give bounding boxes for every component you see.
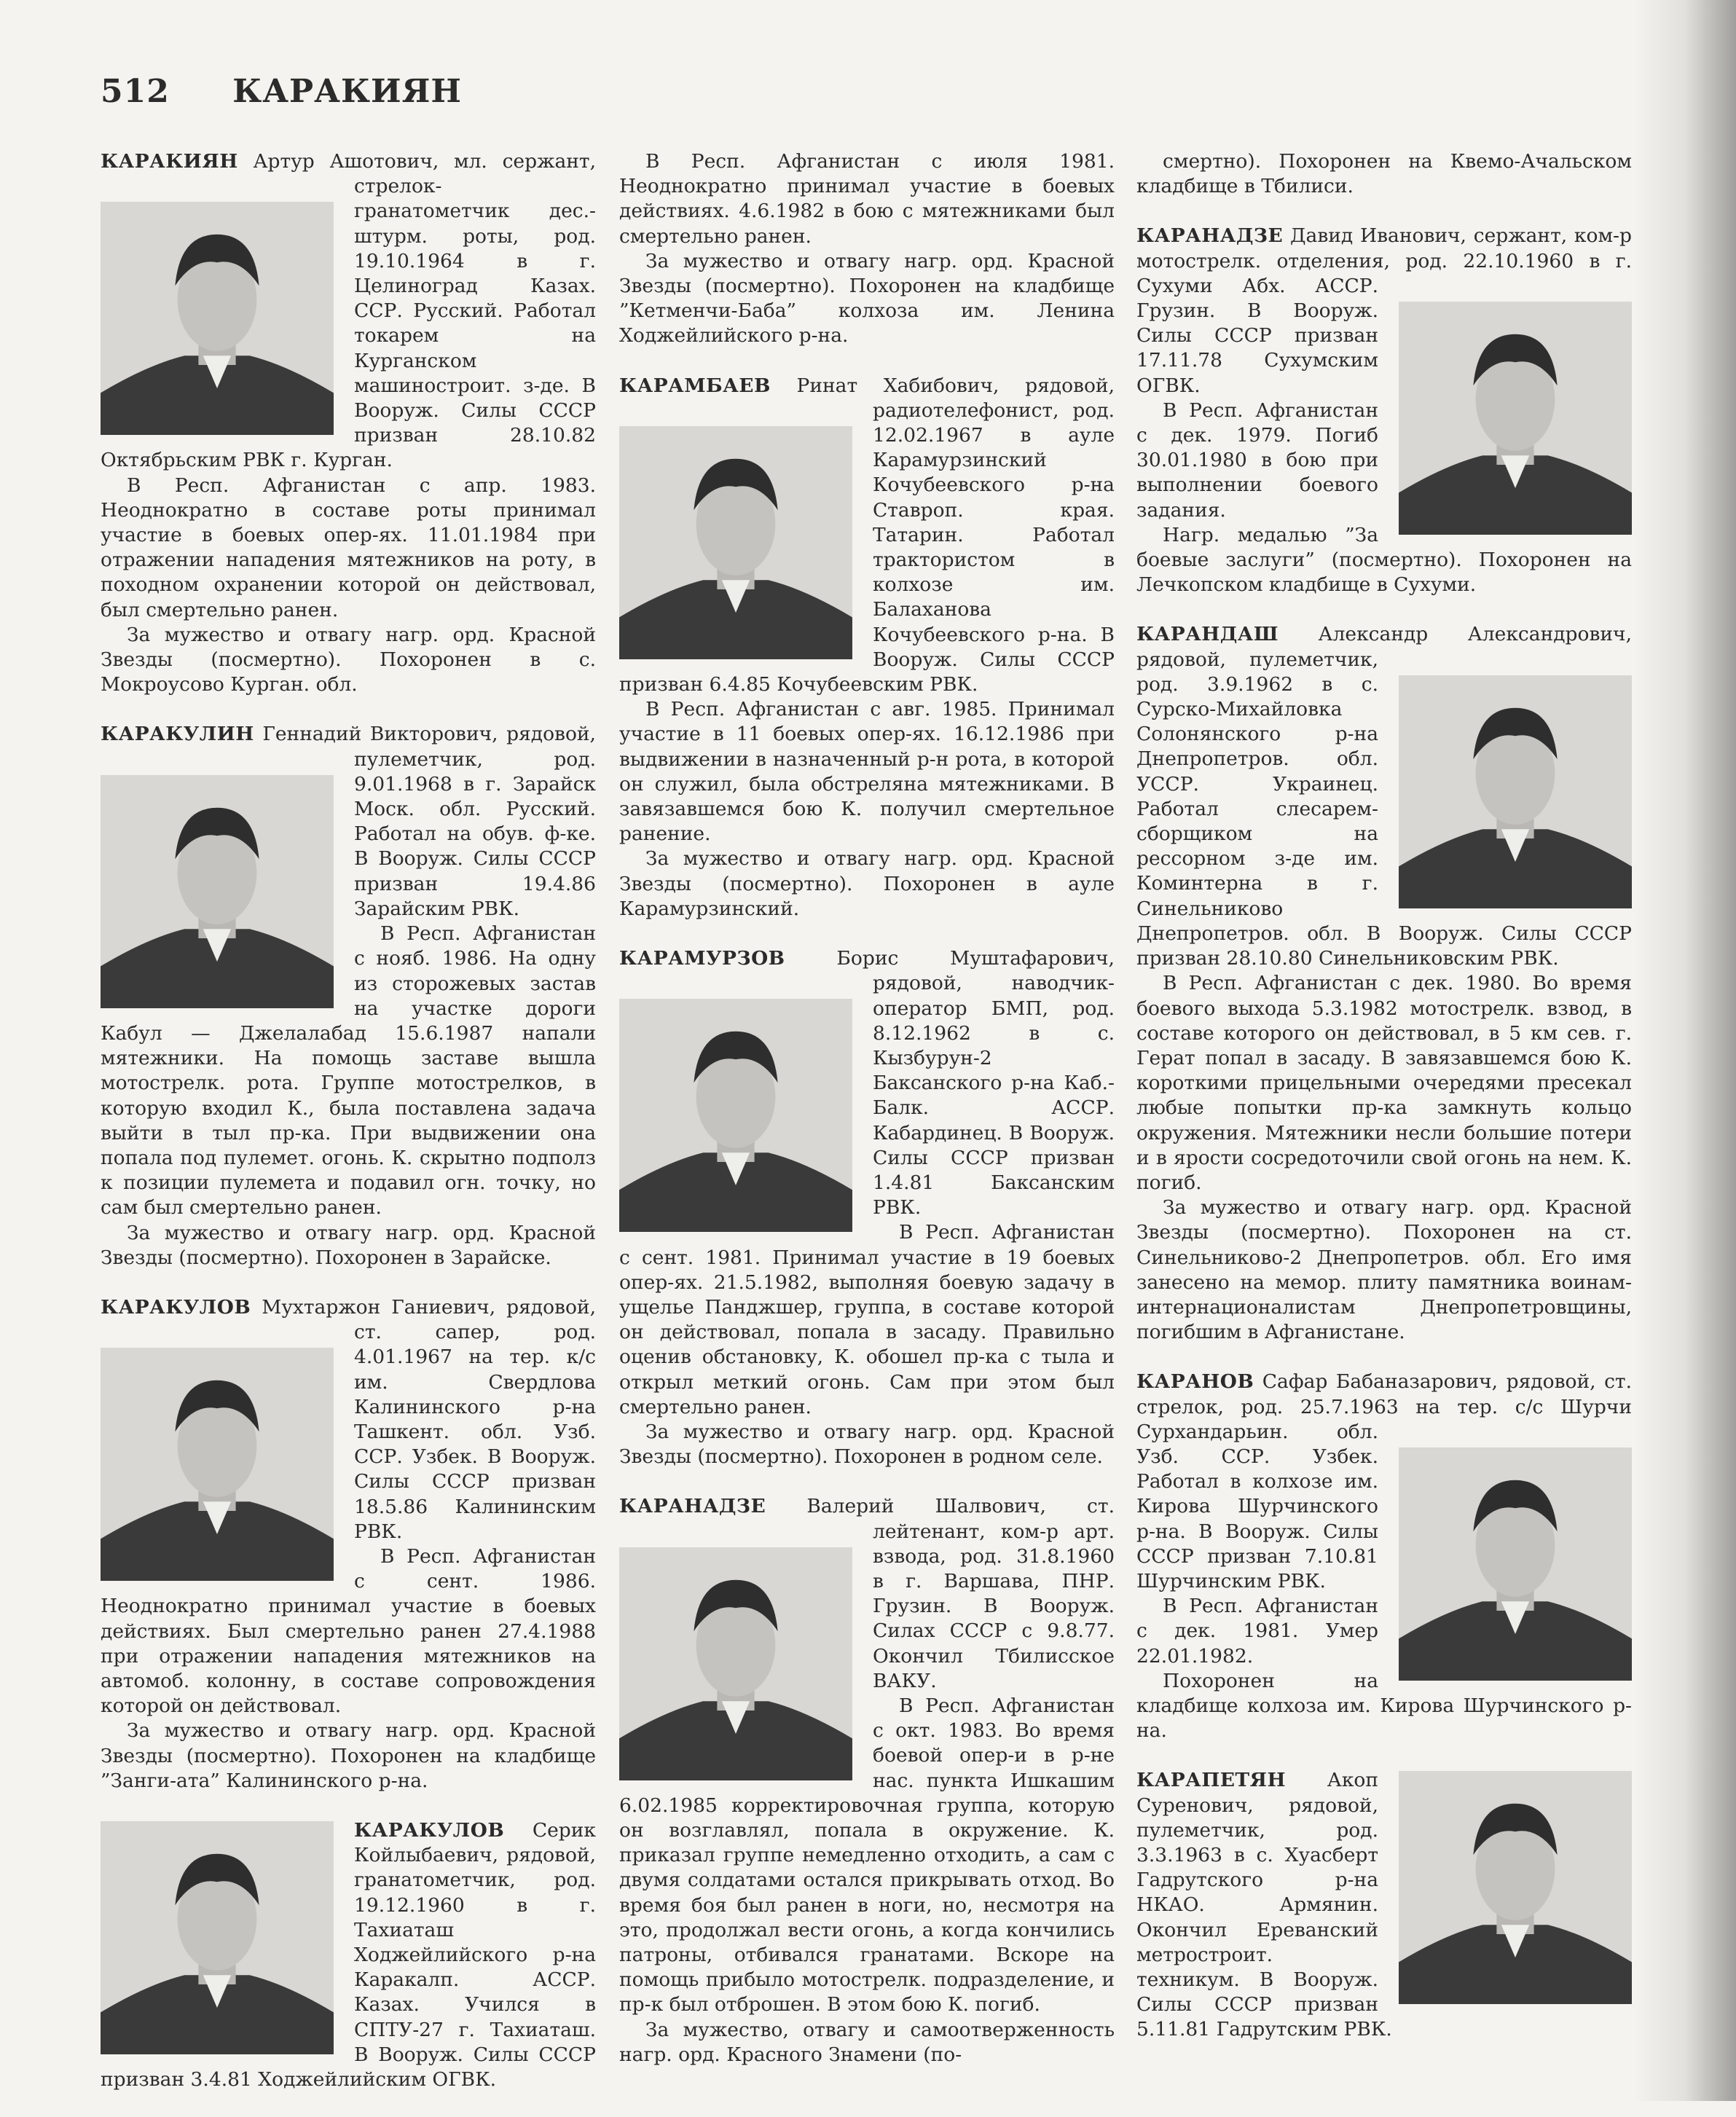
entry-surname: КАРАКУЛОВ (101, 1295, 251, 1319)
entry-intro: Мухтаржон Ганиевич, рядовой, ст. сапер, род. 4.01.1967 на тер. к/с им. Свердлова Калининского р-на Ташкент. обл. Узб. ССР. Узбек. В Вооруж. Силы СССР призван 18.5.86 Калининским РВК. (262, 1295, 596, 1543)
entry-text: За мужество и отвагу нагр. орд. Красной Звезды (посмертно). Похоронен в ауле Карамурзинский. (619, 847, 1115, 920)
running-head (101, 73, 462, 110)
entry-surname: КАРАНАДЗЕ (1136, 224, 1284, 248)
biography-entry (619, 1494, 1115, 2067)
entry-intro: Давид Иванович, сержант, ком-р мотострелк. отделения, род. 22.10.1960 в г. Сухуми Абх. АССР. Грузин. В Вооруж. Силы СССР призван 17.11.78 Сухумским ОГВК. (1136, 224, 1632, 397)
entry-intro: Артур Ашотович, мл. сержант, стрелок-гранатометчик дес.-штурм. роты, род. 19.10.1964 в г. Целиноград Казах. ССР. Русский. Работал токарем на Курганском машиностроит. з-де. В Вооруж. Силы СССР призван 28.10.82 Октябрьским РВК г. Курган. (101, 150, 596, 472)
biography-entry (619, 946, 1115, 1469)
entry-surname: КАРАМУРЗОВ (619, 947, 785, 970)
entry-intro: Сафар Бабаназарович, рядовой, ст. стрелок, род. 25.7.1963 на тер. с/с Шурчи Сурхандарьин. обл. Узб. ССР. Узбек. Работал в колхозе им. Кирова Шурчинского р-на. В Вооруж. Силы СССР призван 7.10.81 Шурчинским РВК. (1136, 1370, 1632, 1592)
portrait-photo (101, 1348, 334, 1581)
entry-paragraph (619, 2018, 1115, 2067)
entry-surname: КАРАНОВ (1136, 1370, 1254, 1394)
biography-entry (101, 149, 596, 697)
portrait-photo (619, 999, 852, 1232)
entry-intro: Борис Муштафарович, рядовой, наводчик-оператор БМП, род. 8.12.1962 в с. Кызбурун-2 Баксанского р-на Каб.-Балк. АССР. Кабардинец. В Вооруж. Силы СССР призван 1.4.81 Баксанским РВК. (836, 947, 1115, 1219)
entry-text: За мужество, отвагу и самоотверженность нагр. орд. Красного Знамени (по- (619, 2018, 1115, 2066)
entry-intro: Геннадий Викторович, рядовой, пулеметчик, род. 9.01.1968 в г. Зарайск Моск. обл. Русский. Работал на обув. ф-ке. В Вооруж. Силы СССР призван 19.4.86 Зарайским РВК. (262, 723, 596, 920)
biography-entry (101, 1818, 596, 2092)
portrait-photo (1399, 675, 1632, 908)
running-title: КАРАКИЯН (232, 73, 462, 110)
entry-continuation (1136, 149, 1632, 199)
entry-text: В Респ. Афганистан с окт. 1983. Во время боевой опер-и в р-не нас. пункта Ишкашим 6.02.1985 корректировочная группа, которую он возглавлял, попала в окружение. К. приказал группе немедленно отходить, а сам с двумя солдатами остался прикрывать отход. Во время боя был ранен в ноги, но, несмотря на это, продолжал вести огонь, а когда кончились патроны, отбивался гранатами. Вскоре на помощь прибыло мотострелк. подразделение, и пр-к был отброшен. В этом бою К. погиб. (619, 1694, 1115, 2016)
entry-paragraph: За мужество и отвагу нагр. орд. Красной Звезды (посмертно). Похоронен на кладбище ”Кетменчи-Баба” колхоза им. Ленина Ходжейлийского р-на. (619, 249, 1115, 347)
entry-text: За мужество и отвагу нагр. орд. Красной Звезды (посмертно). Похоронен в с. Мокроусово Курган. обл. (101, 623, 596, 696)
entry-surname: КАРАКИЯН (101, 150, 238, 173)
biography-entry (101, 722, 596, 1270)
biography-entry (1136, 622, 1632, 1345)
entry-paragraph (619, 1420, 1115, 1469)
portrait-photo (619, 426, 852, 659)
entry-paragraph: В Респ. Афганистан с июля 1981. Неоднократно принимал участие в боевых действиях. 4.6.1982 в бою с мятежниками был смертельно ранен. (619, 150, 1115, 248)
entry-surname: КАРАМБАЕВ (619, 374, 771, 397)
biography-entry (101, 1295, 596, 1794)
column-2 (619, 149, 1115, 2092)
entry-intro: Серик Койлыбаевич, рядовой, гранатометчик, род. 19.12.1960 в г. Тахиаташ Ходжейлийского р-на Каракалп. АССР. Казах. Учился в СПТУ-27 г. Тахиаташ. В Вооруж. Силы СССР призван 3.4.81 Ходжейлийским ОГВК. (101, 1819, 596, 2092)
entry-text: За мужество и отвагу нагр. орд. Красной Звезды (посмертно). Похоронен на кладбище ”Занги-ата” Калининского р-на. (101, 1719, 596, 1792)
entry-surname: КАРАКУЛОВ (354, 1819, 505, 1842)
entry-text: В Респ. Афганистан с дек. 1979. Погиб 30.01.1980 в бою при выполнении боевого задания. (1136, 398, 1378, 522)
entry-paragraph (1136, 971, 1632, 1195)
biography-entry (1136, 1768, 1632, 2042)
entry-paragraph (101, 1719, 596, 1794)
entry-paragraph (619, 1220, 1115, 1420)
entry-intro: Акоп Суренович, рядовой, пулеметчик, род. 3.3.1963 в с. Хуасберт Гадрутского р-на НКАО. Армянин. Окончил Ереванский метростроит. техникум. В Вооруж. Силы СССР призван 5.11.81 Гадрутским РВК. (1136, 1769, 1392, 2041)
entry-surname: КАРАПЕТЯН (1136, 1769, 1287, 1792)
page-gutter-shadow (1634, 0, 1736, 2101)
entry-intro: Александр Александрович, рядовой, пулеметчик, род. 3.9.1962 в с. Сурско-Михайловка Солонянского р-на Днепропетров. обл. УССР. Украинец. Работал слесарем-сборщиком на рессорном з-де им. Коминтерна в г. Синельниково Днепропетров. обл. В Вооруж. Силы СССР призван 28.10.80 Синельниковским РВК. (1136, 623, 1632, 970)
entry-surname: КАРАНДАШ (1136, 623, 1279, 646)
entry-paragraph: смертно). Похоронен на Квемо-Ачальском кладбище в Тбилиси. (1136, 150, 1632, 198)
portrait-photo (1399, 302, 1632, 535)
entry-paragraph (619, 847, 1115, 922)
entry-text: За мужество и отвагу нагр. орд. Красной Звезды (посмертно). Похоронен на ст. Синельниково-2 Днепропетров. обл. Его имя занесено на мемор. плиту памятника воинам-интернационалистам Днепропетровщины, погибшим в Афганистане. (1136, 1196, 1632, 1344)
column-1 (101, 149, 596, 2117)
entry-text: В Респ. Афганистан с апр. 1983. Неоднократно в составе роты принимал участие в боевых опер-ях. 11.01.1984 при отражении нападения мятежников на роту, в походном охранении которой он действовал, был смертельно ранен. (101, 474, 596, 621)
entry-text: В Респ. Афганистан с дек. 1980. Во время боевого выхода 5.3.1982 мотострелк. взвод, в составе которого он действовал, в 5 км сев. г. Герат попал в засаду. В завязавшемся бою К. короткими прицельными очередями пресекал любые попытки пр-ка замкнуть кольцо окружения. Мятежники несли большие потери и в ярости сосредоточили свой огонь на нем. К. погиб. (1136, 972, 1632, 1194)
biography-entry (1136, 224, 1632, 597)
entry-text: В Респ. Афганистан с сент. 1986. Неоднократно принимал участие в боевых действиях. Был смертельно ранен 27.4.1988 при отражении нападения мятежников на автомоб. колонну, в составе сопровождения которой он действовал. (101, 1544, 596, 1718)
entry-text: В Респ. Афганистан с сент. 1981. Принимал участие в 19 боевых опер-ях. 21.5.1982, выполняя боевую задачу в ущелье Панджшер, группа, в составе которой он действовал, попала в засаду. Правильно оценив обстановку, К. обошел пр-ка с тыла и открыл меткий огонь. Сам при этом был смертельно ранен. (619, 1221, 1115, 1418)
portrait-photo (101, 775, 334, 1008)
entry-paragraph (1136, 1195, 1632, 1345)
entry-intro: Валерий Шалвович, ст. лейтенант, ком-р арт. взвода, род. 31.8.1960 в г. Варшава, ПНР. Грузин. В Вооруж. Силах СССР с 9.8.77. Окончил Тбилисское ВАКУ. (806, 1495, 1115, 1692)
entry-text: Нагр. медалью ”За боевые заслуги” (посмертно). Похоронен на Лечкопском кладбище в Сухуми. (1136, 523, 1632, 597)
entry-continuation (619, 149, 1115, 349)
portrait-photo (1399, 1771, 1632, 2004)
entry-surname: КАРАНАДЗЕ (619, 1495, 766, 1518)
portrait-photo (101, 202, 334, 435)
entry-paragraph (101, 1221, 596, 1270)
entry-text: За мужество и отвагу нагр. орд. Красной Звезды (посмертно). Похоронен в родном селе. (619, 1420, 1115, 1469)
entry-surname: КАРАКУЛИН (101, 723, 254, 746)
portrait-photo (101, 1821, 334, 2054)
page-number: 512 (101, 73, 170, 110)
entry-paragraph (101, 623, 596, 698)
portrait-photo (1399, 1448, 1632, 1681)
entry-text: В Респ. Афганистан с дек. 1981. Умер 22.01.1982. (1136, 1595, 1378, 1668)
entry-paragraph (619, 697, 1115, 847)
entry-text: В Респ. Афганистан с нояб. 1986. На одну из сторожевых застав на участке дороги Кабул — Джелалабад 15.6.1987 напали мятежники. На помощь заставе вышла мотострелк. рота. Группе мотострелков, в которую входил К., была поставлена задача выйти в тыл пр-ка. При выдвижении она попала под пулемет. огонь. К. скрытно подполз к позиции пулемета и подавил огн. точку, но сам был смертельно ранен. (101, 922, 596, 1219)
entry-text: За мужество и отвагу нагр. орд. Красной Звезды (посмертно). Похоронен в Зарайске. (101, 1221, 596, 1269)
entry-intro: Ринат Хабибович, рядовой, радиотелефонист, род. 12.02.1967 в ауле Карамурзинский Кочубеевского р-на Ставроп. края. Татарин. Работал трактористом в колхозе им. Балаханова Кочубеевского р-на. В Вооруж. Силы СССР призван 6.4.85 Кочубеевским РВК. (619, 374, 1115, 696)
entry-text: Похоронен на кладбище колхоза им. Кирова Шурчинского р-на. (1136, 1669, 1632, 1743)
entry-paragraph (101, 474, 596, 623)
entry-text: В Респ. Афганистан с авг. 1985. Принимал участие в 11 боевых опер-ях. 16.12.1986 при выдвижении в назначенный р-н рота, в которой он служил, была обстреляна мятежниками. В завязавшемся бою К. получил смертельное ранение. (619, 698, 1115, 846)
column-3 (1136, 149, 1632, 2067)
biography-entry (619, 374, 1115, 922)
portrait-photo (619, 1547, 852, 1780)
biography-entry (1136, 1370, 1632, 1743)
